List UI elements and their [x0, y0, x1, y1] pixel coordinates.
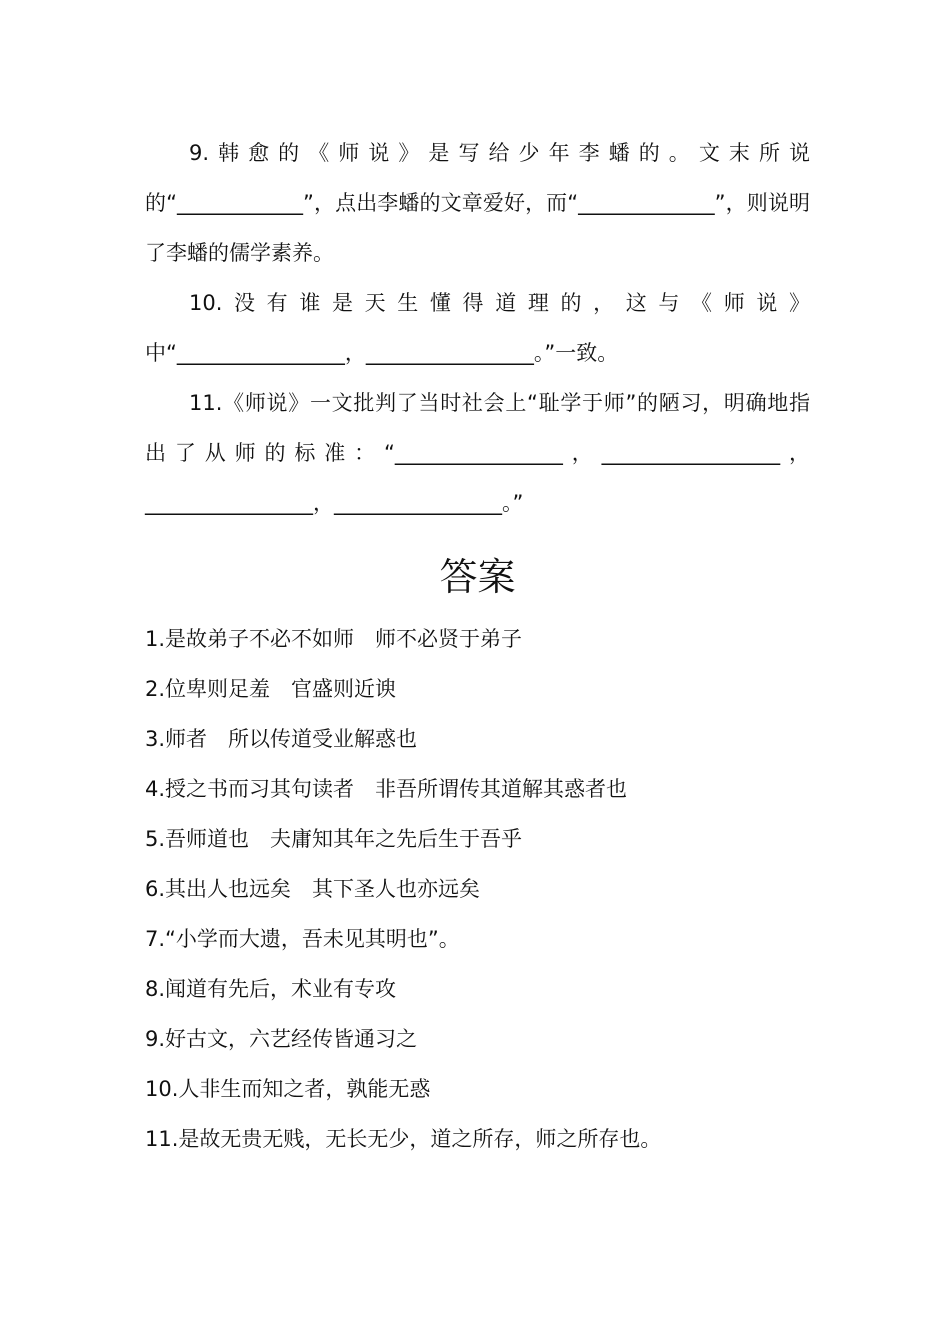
answer-item: 8.闻道有先后，术业有专攻	[145, 977, 397, 1001]
answer-list	[145, 614, 810, 1164]
answer-item: 7.“小学而大遗，吾未见其明也”。	[145, 927, 460, 951]
answer-item: 5.吾师道也 夫庸知其年之先后生于吾乎	[145, 827, 523, 851]
answer-item: 1.是故弟子不必不如师 师不必贤于弟子	[145, 627, 523, 651]
answer-item: 11.是故无贵无贱，无长无少，道之所存，师之所存也。	[145, 1127, 662, 1151]
document-content	[145, 128, 810, 1164]
question-9: 9.韩愈的《师说》是写给少年李蟠的。文末所说的“____________”，点出李蟠的文章爱好，而“_____________”，则说明了李蟠的儒学素养。	[145, 141, 810, 265]
answer-item: 9.好古文，六艺经传皆通习之	[145, 1027, 418, 1051]
answer-item: 10.人非生而知之者，孰能无惑	[145, 1077, 431, 1101]
answers-title: 答案	[439, 555, 516, 599]
question-11: 11.《师说》一文批判了当时社会上“耻学于师”的陋习，明确地指出了从师的标准：“________________，_________________，________________，________________。”	[145, 391, 810, 515]
question-10: 10.没有谁是天生懂得道理的，这与《师说》中“________________，________________。”一致。	[145, 291, 810, 365]
answer-item: 4.授之书而习其句读者 非吾所谓传其道解其惑者也	[145, 777, 628, 801]
answer-item: 3.师者 所以传道受业解惑也	[145, 727, 418, 751]
answer-item: 6.其出人也远矣 其下圣人也亦远矣	[145, 877, 481, 901]
answer-item: 2.位卑则足羞 官盛则近谀	[145, 677, 397, 701]
